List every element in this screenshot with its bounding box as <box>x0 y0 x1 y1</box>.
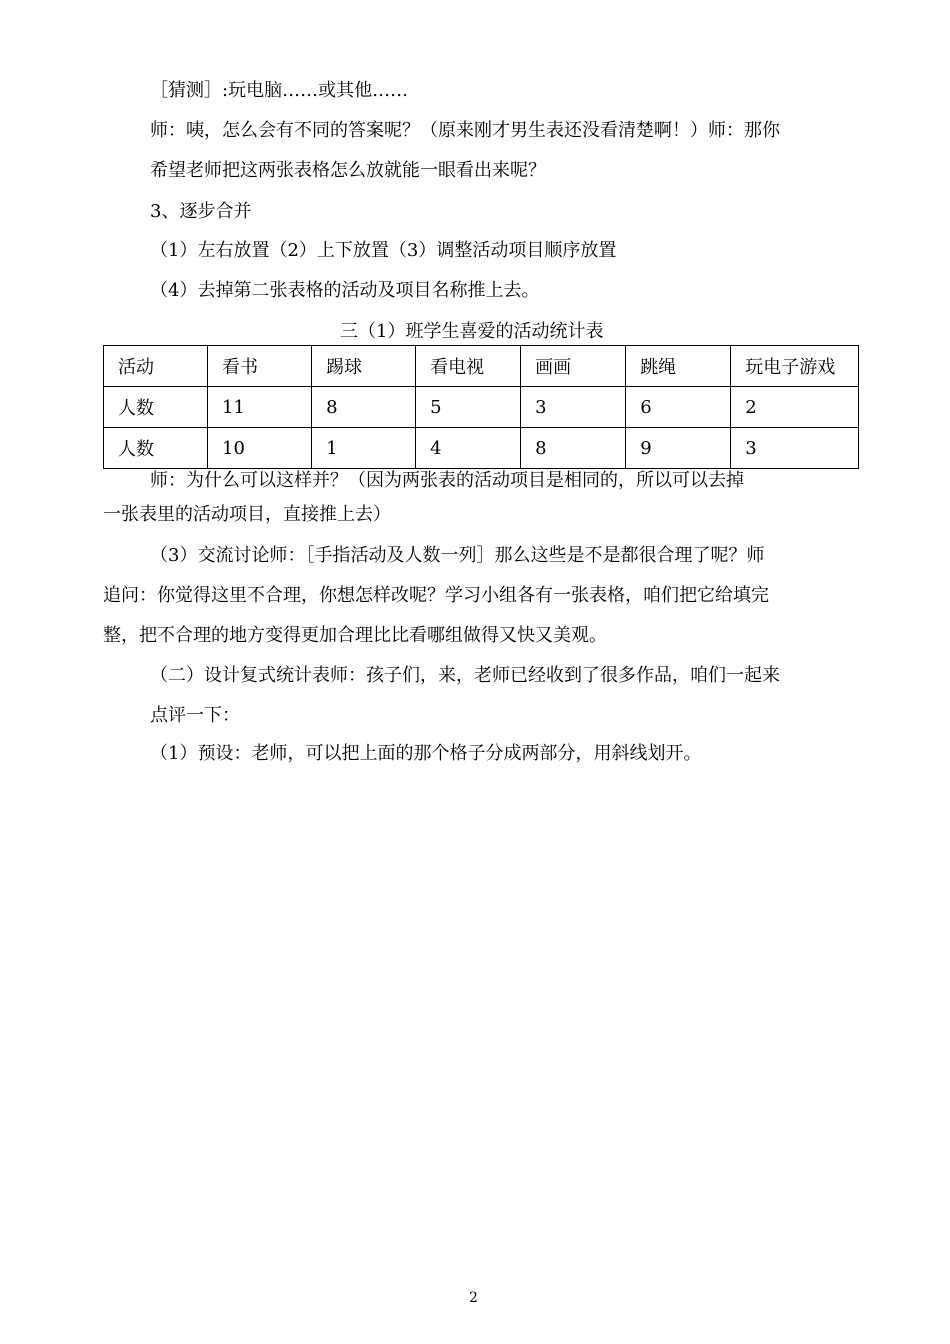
discuss-line-1: （3）交流讨论师：［手指活动及人数一列］那么这些是不是都很合理了呢？师 <box>150 545 765 566</box>
table-cell: 踢球 <box>312 346 416 387</box>
table-cell: 4 <box>416 428 521 469</box>
teacher-question-line-1: 师：咦，怎么会有不同的答案呢？（原来刚才男生表还没看清楚啊！）师：那你 <box>150 120 780 141</box>
discuss-line-2: 追问：你觉得这里不合理，你想怎样改呢？学习小组各有一张表格，咱们把它给填完 <box>103 585 769 606</box>
table-cell: 活动 <box>104 346 208 387</box>
table-cell: 2 <box>731 387 859 428</box>
discuss-line-3: 整，把不合理的地方变得更加合理比比看哪组做得又快又美观。 <box>103 625 607 646</box>
design-line-1: （二）设计复式统计表师：孩子们，来，老师已经收到了很多作品，咱们一起来 <box>150 665 780 686</box>
table-cell: 人数 <box>104 387 208 428</box>
page-number: 2 <box>469 1290 478 1306</box>
table-cell: 6 <box>626 387 731 428</box>
step-heading: 3、逐步合并 <box>150 201 252 222</box>
teacher-question-line-2: 希望老师把这两张表格怎么放就能一眼看出来呢？ <box>150 160 546 181</box>
table-cell: 11 <box>208 387 312 428</box>
table-row <box>104 387 859 428</box>
table-cell: 看书 <box>208 346 312 387</box>
table-cell: 画画 <box>521 346 626 387</box>
activity-stats-table <box>103 345 859 469</box>
why-line-1: 师：为什么可以这样并？（因为两张表的活动项目是相同的，所以可以去掉 <box>150 470 744 491</box>
table-cell: 10 <box>208 428 312 469</box>
table-caption: 三（1）班学生喜爱的活动统计表 <box>340 321 604 342</box>
table-cell: 跳绳 <box>626 346 731 387</box>
design-line-2: 点评一下： <box>150 705 240 726</box>
table-cell: 3 <box>731 428 859 469</box>
table-cell: 1 <box>312 428 416 469</box>
guess-paragraph: ［猜测］:玩电脑……或其他…… <box>150 80 409 101</box>
table-cell: 玩电子游戏 <box>731 346 859 387</box>
table-cell: 8 <box>312 387 416 428</box>
table-cell: 8 <box>521 428 626 469</box>
step-item-4: （4）去掉第二张表格的活动及项目名称推上去。 <box>150 280 540 301</box>
table-header-row <box>104 346 859 387</box>
step-items: （1）左右放置（2）上下放置（3）调整活动项目顺序放置 <box>150 240 617 261</box>
why-line-2: 一张表里的活动项目，直接推上去） <box>103 504 391 525</box>
table-cell: 9 <box>626 428 731 469</box>
preset-paragraph: （1）预设：老师，可以把上面的那个格子分成两部分，用斜线划开。 <box>150 743 702 764</box>
table-cell: 人数 <box>104 428 208 469</box>
table-cell: 3 <box>521 387 626 428</box>
table-cell: 5 <box>416 387 521 428</box>
table-cell: 看电视 <box>416 346 521 387</box>
